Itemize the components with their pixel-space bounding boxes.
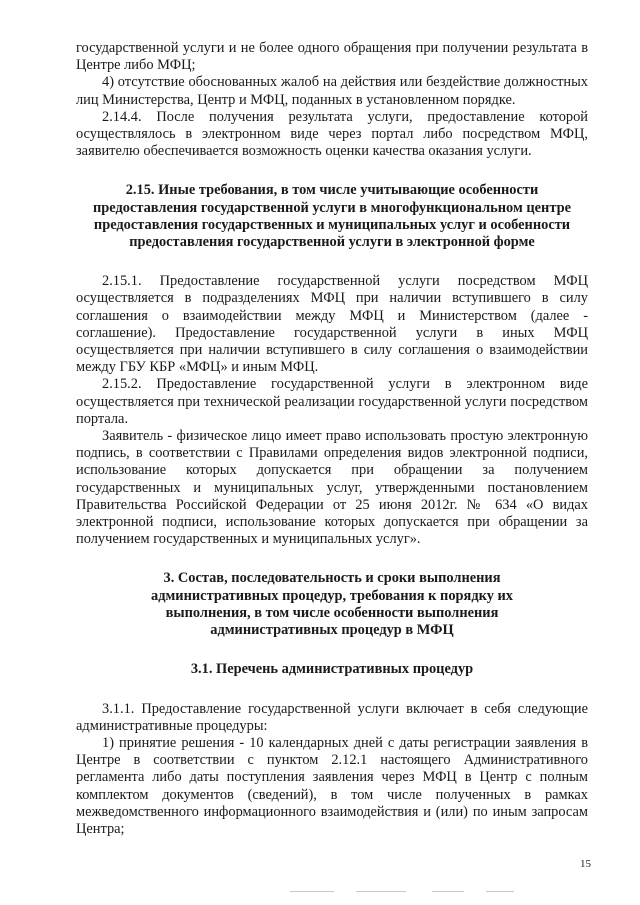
scan-artifact-line (290, 891, 334, 892)
scan-artifact-line (486, 891, 514, 892)
paragraph-3-1-1: 3.1.1. Предоставление государственной услуги включает в себя следующие административные процедуры: (76, 700, 588, 734)
section-heading-2-15: 2.15. Иные требования, в том числе учитывающие особенности предоставления государственной услуги в многофункциональном центре предоставления государственных и муниципальных услуг и особенности предоставления государственной услуги в электронной форме (93, 182, 571, 251)
page-number: 15 (580, 858, 591, 870)
paragraph-continuation: государственной услуги и не более одного обращения при получении результата в Центре либо МФЦ; (76, 40, 588, 74)
paragraph-2-15-2: 2.15.2. Предоставление государственной услуги в электронном виде осуществляется при технической реализации государственной услуги посредством портала. (76, 376, 588, 427)
scan-artifact-line (356, 891, 406, 892)
scan-artifact-line (432, 891, 464, 892)
section-heading-3: 3. Состав, последовательность и сроки выполнения административных процедур, требования к порядку их выполнения, в том числе особенности выполнения административных процедур в МФЦ (151, 570, 513, 639)
page-content (76, 40, 588, 838)
paragraph-procedure-1: 1) принятие решения - 10 календарных дней с даты регистрации заявления в Центре в соответствии с пунктом 2.12.1 настоящего Административного регламента либо даты поступления заявления через МФЦ в Центр с полным комплектом документов (сведений), в том числе полученных в рамках межведомственного информационного взаимодействия и (или) по иным запросам Центра; (76, 734, 588, 837)
paragraph-2-15-1: 2.15.1. Предоставление государственной услуги посредством МФЦ осуществляется в подразделениях МФЦ при наличии вступившего в силу соглашения о взаимодействии между МФЦ и Министерством (далее - соглашение). Предоставление государственной услуги в иных МФЦ осуществляется при наличии вступившего в силу соглашения о взаимодействии между ГБУ КБР «МФЦ» и иным МФЦ. (76, 273, 588, 376)
paragraph-applicant-signature: Заявитель - физическое лицо имеет право использовать простую электронную подпись, в соответствии с Правилами определения видов электронной подписи, использование которых допускается при обращении за получением государственных и муниципальных услуг, утвержденными постановлением Правительства Российской Федерации от 25 июня 2012г. № 634 «О видах электронной подписи, использование которых допускается при обращении за получением государственных и муниципальных услуг». (76, 428, 588, 548)
section-heading-3-1: 3.1. Перечень административных процедур (190, 661, 474, 678)
paragraph-2-14-4: 2.14.4. После получения результата услуги, предоставление которой осуществлялось в электронном виде через портал либо посредством МФЦ, заявителю обеспечивается возможность оценки качества оказания услуги. (76, 108, 588, 160)
paragraph-item-4: 4) отсутствие обоснованных жалоб на действия или бездействие должностных лиц Министерства, Центр и МФЦ, поданных в установленном порядке. (76, 74, 588, 108)
